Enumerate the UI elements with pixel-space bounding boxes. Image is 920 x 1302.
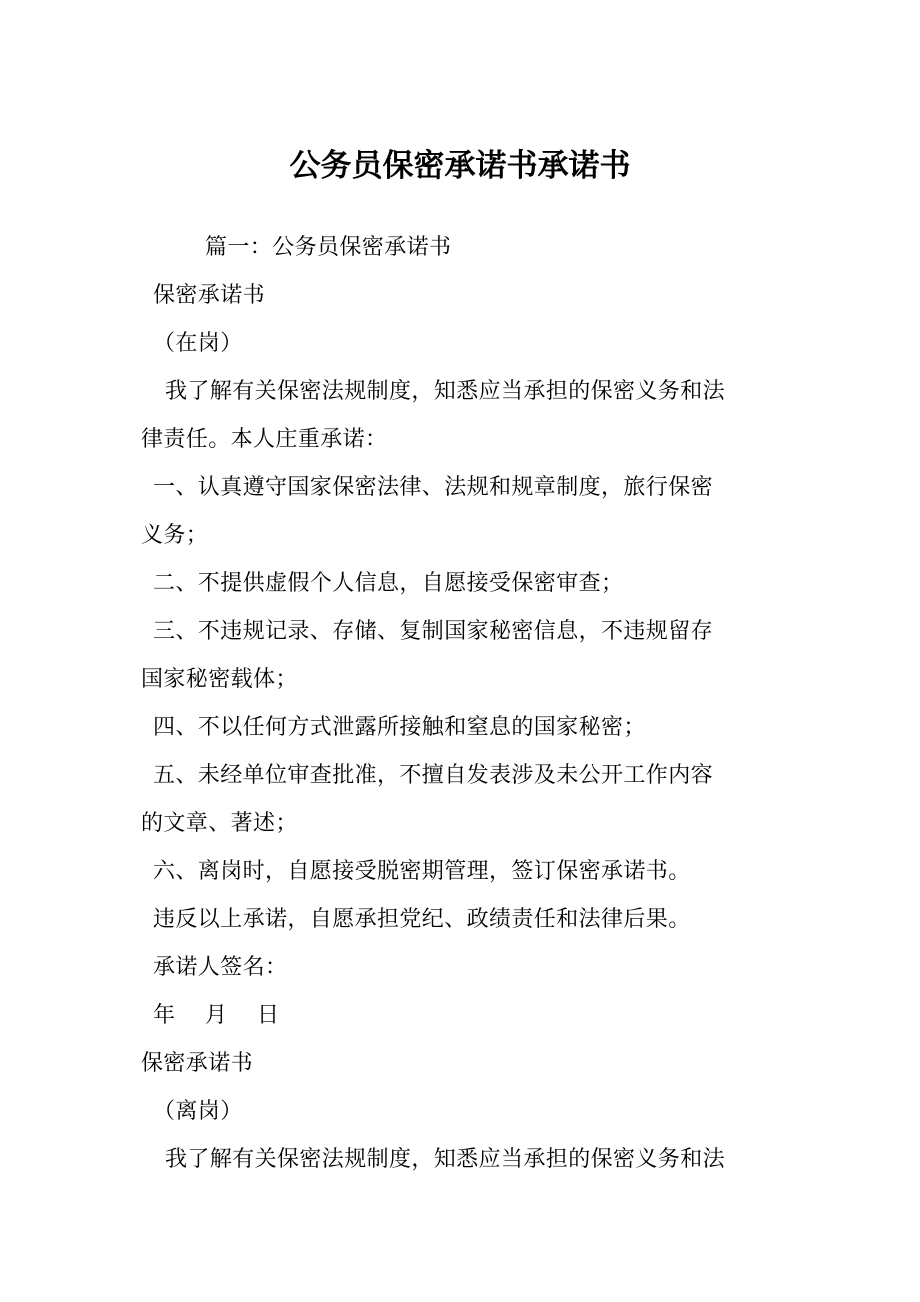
commitment-item: 一、认真遵守国家保密法律、法规和规章制度，旅行保密	[153, 475, 714, 500]
status-label: （在岗）	[153, 331, 243, 356]
section-heading: 篇一：公务员保密承诺书	[205, 235, 452, 260]
commitment-item: 六、离岗时，自愿接受脱密期管理，签订保密承诺书。	[153, 859, 691, 884]
commitment-item-continuation: 义务；	[141, 523, 209, 548]
document-subtitle: 保密承诺书	[153, 283, 266, 308]
paragraph-line: 我了解有关保密法规制度，知悉应当承担的保密义务和法	[165, 379, 726, 404]
commitment-item: 三、不违规记录、存储、复制国家秘密信息，不违规留存	[153, 619, 714, 644]
date-label: 年 月 日	[153, 1003, 280, 1028]
commitment-item-continuation: 国家秘密载体；	[141, 667, 298, 692]
status-label: （离岗）	[153, 1099, 243, 1124]
signature-label: 承诺人签名：	[153, 955, 288, 980]
document-subtitle: 保密承诺书	[141, 1051, 254, 1076]
paragraph-line: 我了解有关保密法规制度，知悉应当承担的保密义务和法	[165, 1147, 726, 1172]
paragraph-line: 律责任。本人庄重承诺：	[141, 427, 388, 452]
document-body	[141, 224, 783, 1184]
commitment-item: 五、未经单位审查批准，不擅自发表涉及未公开工作内容	[153, 763, 714, 788]
document-title: 公务员保密承诺书承诺书	[289, 148, 631, 184]
commitment-item: 四、不以任何方式泄露所接触和窒息的国家秘密；	[153, 715, 646, 740]
consequence-statement: 违反以上承诺，自愿承担党纪、政绩责任和法律后果。	[153, 907, 691, 932]
commitment-item-continuation: 的文章、著述；	[141, 811, 298, 836]
commitment-item: 二、不提供虚假个人信息，自愿接受保密审查；	[153, 571, 624, 596]
